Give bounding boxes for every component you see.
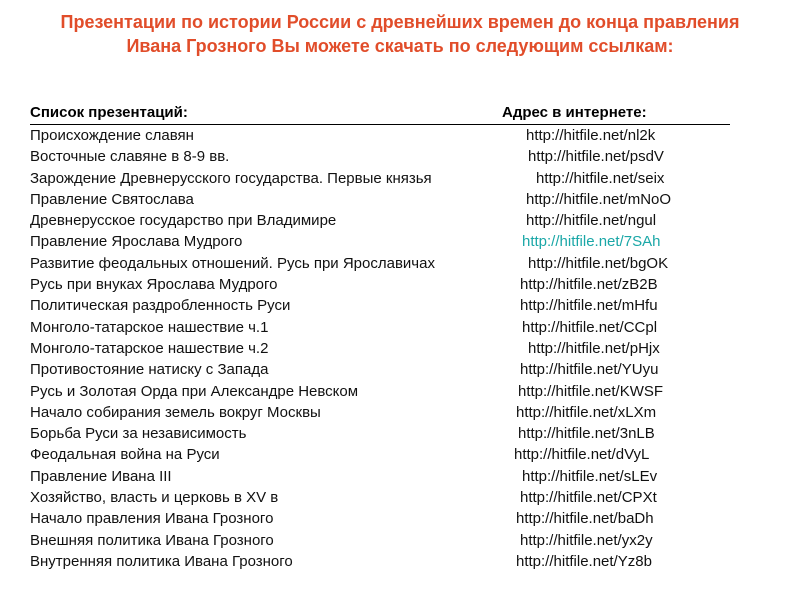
presentation-link[interactable]: http://hitfile.net/mNoO [526, 190, 672, 208]
presentation-link[interactable]: http://hitfile.net/7SAh [522, 233, 661, 251]
presentation-title: Внешняя политика Ивана Грозного [30, 531, 274, 549]
list-item [30, 487, 730, 508]
presentation-link[interactable]: http://hitfile.net/bgOK [528, 254, 669, 272]
list-item [30, 423, 730, 444]
list-item [30, 530, 730, 551]
presentation-link[interactable]: http://hitfile.net/CPXt [520, 489, 657, 507]
presentation-link[interactable]: http://hitfile.net/Yz8b [516, 552, 652, 570]
presentation-link[interactable]: http://hitfile.net/3nLB [518, 425, 655, 443]
list-item [30, 189, 730, 210]
presentation-title: Политическая раздробленность Руси [30, 297, 291, 315]
presentation-link[interactable]: http://hitfile.net/psdV [528, 148, 664, 166]
presentation-link[interactable]: http://hitfile.net/baDh [516, 510, 654, 528]
presentation-title: Русь при внуках Ярослава Мудрого [30, 276, 278, 294]
presentation-title: Происхождение славян [30, 127, 194, 144]
page-title: Презентации по истории России с древнейших времен до конца правления Ивана Грозного Вы можете скачать по следующим ссылкам: [60, 12, 740, 56]
list-item [30, 444, 730, 465]
list-item [30, 381, 730, 402]
presentation-link[interactable]: http://hitfile.net/yx2y [520, 531, 653, 549]
list-item [30, 338, 730, 359]
presentation-link[interactable]: http://hitfile.net/sLEv [522, 467, 658, 485]
list-header [30, 104, 730, 125]
column-header-url: Адрес в интернете: [502, 104, 647, 121]
list-item [30, 466, 730, 487]
presentation-link[interactable]: http://hitfile.net/seix [536, 169, 665, 187]
presentation-title: Древнерусское государство при Владимире [30, 212, 337, 230]
presentation-title: Монголо-татарское нашествие ч.1 [30, 318, 269, 336]
list-item [30, 146, 730, 167]
presentation-title: Монголо-татарское нашествие ч.2 [30, 339, 269, 357]
presentation-title: Феодальная война на Руси [30, 446, 220, 464]
presentation-title: Русь и Золотая Орда при Александре Невском [30, 382, 359, 400]
presentation-list [30, 104, 730, 572]
presentation-title: Правление Святослава [30, 190, 194, 208]
column-header-name: Список презентаций: [30, 104, 188, 121]
presentation-title: Внутренняя политика Ивана Грозного [30, 552, 293, 570]
presentation-link[interactable]: http://hitfile.net/CCpl [522, 318, 658, 336]
presentation-link[interactable]: http://hitfile.net/KWSF [518, 382, 664, 400]
list-item [30, 402, 730, 423]
list-item [30, 125, 730, 146]
presentation-link[interactable]: http://hitfile.net/dVyL [514, 446, 650, 464]
presentation-link[interactable]: http://hitfile.net/mHfu [520, 297, 658, 315]
presentation-title: Восточные славяне в 8-9 вв. [30, 148, 230, 166]
list-item [30, 168, 730, 189]
presentation-link[interactable]: http://hitfile.net/nl2k [526, 127, 656, 144]
list-item [30, 295, 730, 316]
presentation-title: Начало собирания земель вокруг Москвы [30, 403, 321, 421]
presentation-title: Противостояние натиску с Запада [30, 361, 269, 379]
presentation-link[interactable]: http://hitfile.net/pHjx [528, 339, 660, 357]
list-item [30, 551, 730, 572]
list-item [30, 231, 730, 252]
presentation-title: Хозяйство, власть и церковь в XV в [30, 489, 279, 507]
list-item [30, 508, 730, 529]
presentation-title: Правление Ярослава Мудрого [30, 233, 243, 251]
list-item [30, 253, 730, 274]
presentation-link[interactable]: http://hitfile.net/YUyu [520, 361, 659, 379]
presentation-link[interactable]: http://hitfile.net/ngul [526, 212, 657, 230]
presentation-title: Правление Ивана III [30, 467, 172, 485]
presentation-title: Борьба Руси за независимость [30, 425, 247, 443]
presentation-title: Начало правления Ивана Грозного [30, 510, 274, 528]
list-item [30, 317, 730, 338]
presentation-title: Зарождение Древнерусского государства. Первые князья [30, 169, 432, 187]
presentation-link[interactable]: http://hitfile.net/xLXm [516, 403, 657, 421]
list-item [30, 210, 730, 231]
presentation-link[interactable]: http://hitfile.net/zB2B [520, 276, 658, 294]
list-item [30, 359, 730, 380]
presentation-title: Развитие феодальных отношений. Русь при Ярославичах [30, 254, 435, 272]
list-item [30, 274, 730, 295]
